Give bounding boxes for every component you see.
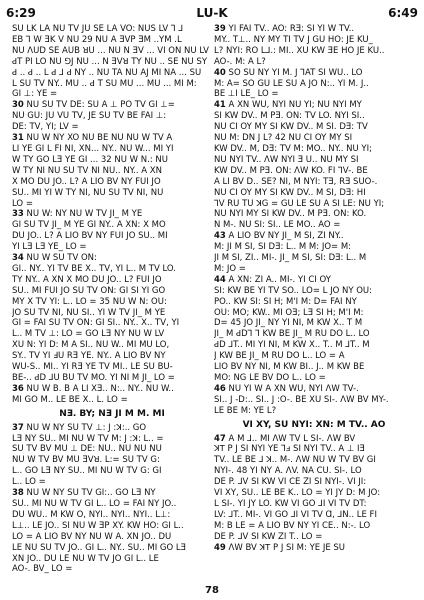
text-line: DU WU.. M KW O, NYI.. NYI.. NYI.. L⊥: [12, 509, 171, 520]
page-header [6, 6, 418, 22]
text-line: SU TV BV MU ⊥ DE: NU.. NU NU NU [12, 444, 162, 455]
text-line: NYI-. 48 YI NY A. ΛV. NA CU. SI-. LO [214, 466, 362, 477]
verse-text: NU W: NY NU W TV JI_ M YE [26, 209, 143, 220]
text-line: TV.. LE BE ⅃ ꓘ.. M-. ΛW NU W TV BV GI [214, 455, 376, 466]
verse-line [214, 384, 414, 395]
text-line: N M-. NU SI: SI.. LE MO.. AO = [214, 220, 341, 231]
verse-line [214, 68, 414, 79]
verse-text: A XN WU, NYI NU YI; NU NYI MY [228, 100, 362, 111]
verse-line [214, 543, 414, 554]
section-heading: NƎ. BY; NƎ JI M M. MI [59, 408, 165, 419]
verse-text: NU YI W A XN WU, NYI ΛW TV-. [228, 383, 359, 394]
verse-line [12, 133, 212, 144]
text-line: SI: KW BE YI TV SO.. LO= L JO NY OU: [214, 285, 373, 296]
text-line: YI LƎ LƎ YE_ LO = [12, 242, 87, 253]
text-line: LE BE M: YE L? [214, 405, 277, 416]
verse-line [214, 231, 414, 242]
verse-number: 36 [12, 383, 24, 394]
text-line: GI ⊥: YE = [12, 89, 58, 100]
verse-number: 38 [12, 488, 24, 499]
text-line: NU W TV BV MU ƎVꓤ. L:= SU TV G: [12, 455, 160, 466]
text-line: ⅂V RU TU ꓘG = GU LE SU A SI LE: NU YI; [214, 198, 385, 209]
text-line: LO = [12, 198, 33, 209]
verse-line [12, 384, 212, 395]
verse-number: 47 [214, 433, 226, 444]
text-line: ꓒT PI LO NU ⅁J NU ... N ƎVꓤ TY NU .. SE NU SY [12, 56, 208, 67]
verse-line [12, 209, 212, 220]
text-line: SU.. MI NU W TV GI L.. LO = FAI NY JO.. [12, 498, 177, 509]
verse-number: 40 [214, 67, 226, 78]
verse-text: NU W B. B A LI XƎ.. N:.. NY.. NU W.. [26, 383, 174, 394]
left-text-column [12, 24, 212, 580]
text-line: L.. GO LƎ NY SU.. MI NU W TV G: GI [12, 466, 162, 477]
text-line: DU JO.. L? A LIO BV NY FUI JO SU.. MI [12, 231, 168, 242]
text-line: A LI BV D.. SE? NI, M NYI: TƎ, RƎ SUO-. [214, 176, 378, 187]
verse-text: NU W NY XO NU BE NU NU W TV A [26, 133, 173, 144]
text-line: XN JO.. DU LE NU W TV JO GI L.. LE [12, 553, 159, 564]
text-line: PO.. KW SI: SI H; M'I M: D= FAI NY [214, 296, 357, 307]
text-line: M: JO = [214, 263, 246, 274]
text-line: LE NU SU TV JO.. GI L.. NY.. SU.. MI GO LƎ [12, 542, 186, 553]
verse-line [214, 24, 414, 35]
verse-number: 43 [214, 231, 226, 242]
text-line: L SI-. YI JY LO. KW VI GO ⅃I VI TV DT: [214, 498, 367, 509]
text-line: LƎ NY SU.. MI NU W TV M: J :ꓘ: L.. = [12, 433, 164, 444]
text-line: DE P. ⅃V SI KW VI CE ZI SI NYI-. VI JI: [214, 477, 367, 488]
text-line: AO-. M: A L? [214, 56, 266, 67]
section-heading: VI XY, SU NYI: XN: M TV.. AO [242, 419, 386, 430]
verse-text: NU W NY SU TV GI:.. GO LƎ NY [26, 488, 156, 499]
verse-number: 44 [214, 274, 226, 285]
text-line: MO: NG LE BV DO L.. LO = [214, 373, 326, 383]
text-line: OU: MO; KW.. MI OƎ; LƎ SI H; M'I M: [214, 307, 364, 318]
text-line: AO-. BV_ LO = [12, 564, 73, 575]
text-line: L.. M TV ⊥: LO = GO LƎ NY NU W LV [12, 329, 165, 340]
text-line: DE P. ⅃V SI KW ZI T.. LO = [214, 531, 323, 542]
text-line: NU GU: JU VU TV, JE SU TV BE FAI ⊥: [12, 111, 167, 122]
text-line: GI SU TV JI_ M YE GI NY.. A XN: X MO [12, 220, 166, 231]
verse-text: NU SU TV DE: SU A ⊥ PO TV GI ⊥= [26, 100, 175, 111]
text-line: NU CI OY MY SI KW DV.. M SI. DƎ: TV [214, 122, 368, 133]
verse-text: ΛW BV ꓘꓔ P J SI M: YE JE SU [228, 542, 346, 553]
text-line: M: JI M SI, SI DƎ: L.. M M: JO= M: [214, 242, 352, 253]
verse-number: 49 [214, 542, 226, 553]
text-line: GI = FAI SU TV ON: GI SI.. NY.. X.. TV, YI [12, 318, 180, 329]
text-line: NU NYI TV.. ΛW NYI Ǝ U.. NU MY SI [214, 154, 359, 165]
text-line: NU NYI MY SI KW DV.. M PƎ. ON: KO. [214, 209, 367, 220]
text-line: SY.. TV YI ℲU RƎ YE. NY.. A LIO BV NY [12, 351, 166, 362]
text-line: MY.. T⊥.. NY MY TI TV J GU HO: JE KU_ [214, 34, 373, 45]
verse-number: 30 [12, 100, 24, 111]
text-line: LO = A LIO BV NY NU W A. XN JO.. DU [12, 531, 172, 542]
page-number: 78 [205, 585, 219, 596]
right-text-column [214, 24, 414, 580]
text-line: DE: TV, YI; LV = [12, 122, 79, 133]
verse-number: 46 [214, 383, 226, 394]
verse-number: 34 [12, 253, 24, 264]
verse-text: NU W SU TV ON: [26, 253, 97, 264]
text-line: ꓒD ⅃T.. MI YI NI, M KW X.. T.. M ⅃T.. M [214, 340, 370, 351]
verse-text: YI FAI TV.. AO: RƎ: SI YI W TV.. [228, 24, 355, 34]
text-line: LI YE GI L FI NI, XN... NY.. NU W... MI YI [12, 143, 174, 154]
text-line: MI GO M.. LE BE X.. L. LO = [12, 394, 128, 405]
text-line: NU CI OY MY SI KW DV.. M SI, DƎ: HI [214, 187, 366, 198]
text-line: SI.. J -D:.. SI.. J :O-. BE XU SI-. ΛW BV MY-. [214, 394, 389, 405]
text-line: L.. LO = [12, 477, 46, 488]
verse-text: A XN: ZI A.. MI-. YI CI OY [228, 274, 331, 285]
text-line: L⊥.. LE JO.. SI NU W ƎP XY. KW HO: GI L.. [12, 520, 184, 531]
text-line: SU LK LA NU TV JU SE LA VO: NUS LV ⅂ ⅃ [12, 24, 184, 34]
text-line: BE ⊥I LE_ LO = [214, 89, 279, 100]
text-line: SU.. MI FUI JO SU TV ON: GI SI YI GO [12, 285, 166, 296]
header-left-reference: 6:29 [6, 6, 36, 20]
verse-text: NU W NY SU TV ⊥: J :ꓘ:.. GO [26, 422, 147, 433]
verse-line [12, 423, 212, 434]
text-line: W TY NI NU SU TV NI NU.. NY.. A XN [12, 165, 162, 176]
text-line: W TY GO LƎ YE GI ... 32 NU W N.: NU [12, 154, 168, 165]
verse-number: 31 [12, 133, 24, 144]
text-line: XU N: YI D: M A SI.. NU W.. MI MU LO, [12, 340, 170, 351]
verse-number: 37 [12, 422, 24, 433]
verse-line [12, 100, 212, 111]
text-line: VI XY, SU.. LE BE K.. LO = YI JY D: M JO: [214, 488, 381, 499]
text-line: D= 45 JO JI_ NY YI NI, M KW X.. T M [214, 318, 363, 329]
verse-text: A M ⅃.. MI ΛW TV L SI-. ΛW BV [228, 433, 356, 444]
verse-line [214, 434, 414, 445]
text-line: M: B LE = A LIO BV NY YI CE.. N:-. LO [214, 520, 371, 531]
text-line: JI_ M ꓒD⅂ ⅂ KW BE JI_ M RU DO L.. LO [214, 329, 370, 340]
text-line: KW DV.. M, DƎ: TV M: MO.. NY.. NU YI; [214, 143, 372, 154]
verse-line [214, 275, 414, 286]
text-line: EB ⅂ W ƎK V NU 29 NU A ƎVP ƎM ..ΥM .L [12, 34, 182, 45]
verse-number: 41 [214, 100, 226, 111]
text-line: L SU TV NY.. MU .. ꓒ T SU MU ... MU ... MI M: [12, 78, 197, 89]
text-line: NU M: DN J L? 42 NU CI OY MY SI [214, 133, 353, 144]
text-line: JI M SI, ZI.. MI-. JI_ M SI, SI: DƎ: L.. M [214, 253, 367, 264]
text-line: L? NYI: RO L⅃.: MI.. XU KW ƎE HO JE KU.. [214, 45, 385, 56]
text-line: X MO DU JO.. L? A LIO BV NY FUI JO [12, 176, 161, 187]
text-line: SU.. MI YI W TY NI, NU SU TV NI, NU [12, 187, 164, 198]
text-line: SI KW DV.. M PƎ. ON: TV LO. NYI SI.. [214, 111, 365, 122]
text-line: NU ɅUD SE AUB ꓤU ... NU N ƎV ... VI ON NU LV [12, 45, 209, 56]
text-line: GI.. NY.. YI TV BE X.. TV, YI L.. M TV LO. [12, 263, 176, 274]
verse-number: 39 [214, 24, 226, 34]
text-line: KW DV.. M PƎ. ON: ΛW KO. FI ⅂V-. BE [214, 165, 368, 176]
verse-line [12, 488, 212, 499]
verse-line [12, 253, 212, 264]
text-line: ꓘꓔ P J SI NYI YE ⅂ⅎ SI NYI TV.. A ⊥ IƎ [214, 444, 365, 455]
text-line: WU-S.. MI.. YI RƎ YE TV MI.. LE SU BU- [12, 362, 173, 373]
text-line: TY NY.. A XN X MO DU JO.. L? FUI JO [12, 274, 162, 285]
verse-text: SO SU NY YI M. J ⅂AT SI WU.. LO [228, 67, 363, 78]
header-book-title: LU-K [196, 6, 228, 20]
verse-text: A LIO BV NY JI_ M SI, ZI NY.. [228, 231, 344, 242]
text-line: LIO BV NY NI, M KW BI.. J.. M KW BE [214, 362, 365, 373]
text-line: LV: ⅃T.. MI-. VI GO ⅃I VI TV Ɑ, ⅃N.. LE FI [214, 509, 377, 520]
verse-number: 33 [12, 209, 24, 220]
header-right-reference: 6:49 [388, 6, 418, 20]
text-line: J KW BE JI_ M RU DO L.. LO = A [214, 351, 345, 362]
text-line: BE-.. ꓒD ⅃U BU TV MO. YI NI M JI_ LO = [12, 373, 175, 383]
verse-line [214, 100, 414, 111]
text-line: M: A= SO GU LE SU A JO N:.. YI M. J.. [214, 78, 369, 89]
text-line: ꓒ .. ꓒ .. L ꓒ ⅃ ꓒ NY .. NU TA NU AJ MI NA ... SU [12, 67, 202, 78]
text-line: MY X TV YI: L.. LO = 35 NU W N: OU: [12, 296, 167, 307]
text-line: JO SU TV NI, NU SI.. YI W TV JI_ M YE [12, 307, 166, 318]
